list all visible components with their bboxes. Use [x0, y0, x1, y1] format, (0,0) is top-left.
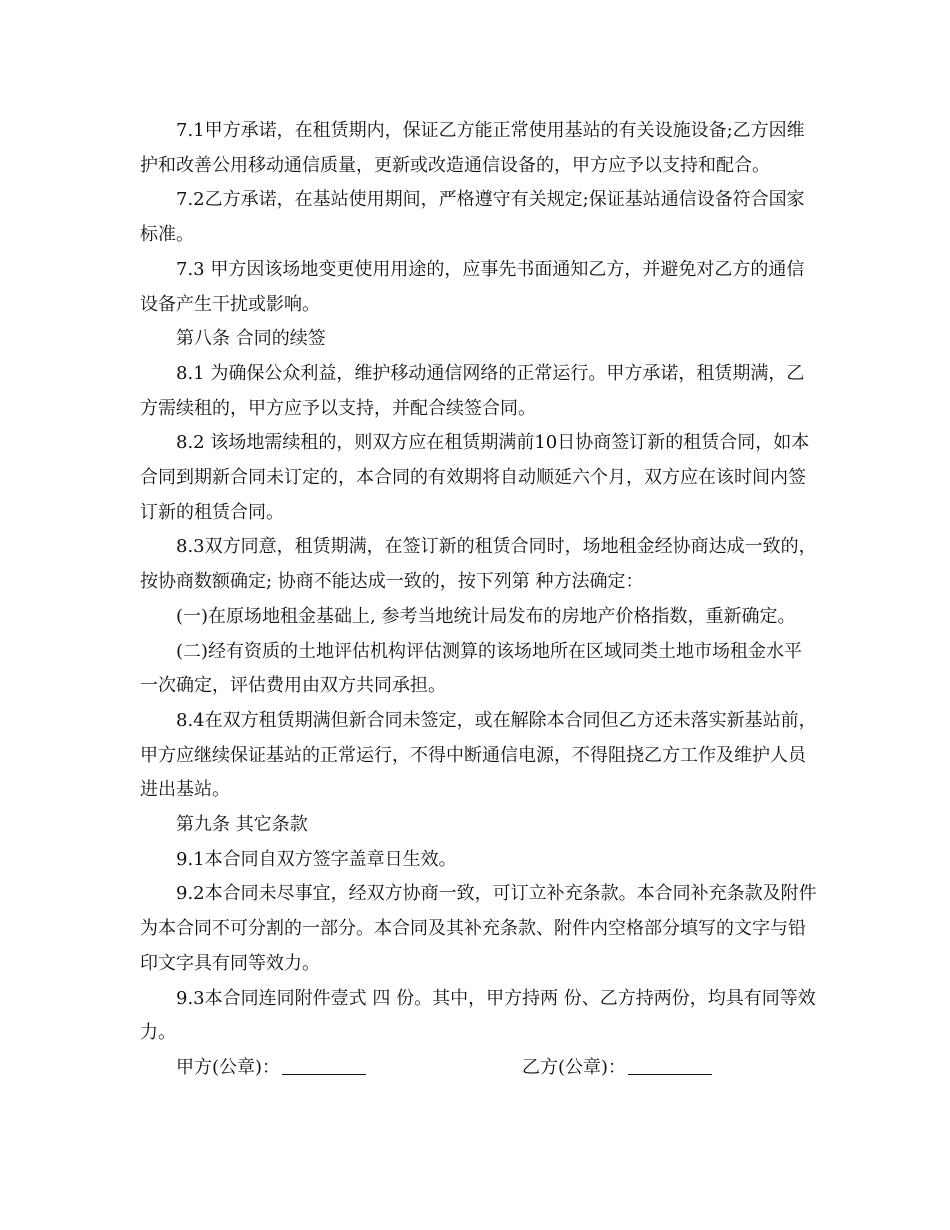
party-b-signature-line[interactable]: [628, 1056, 712, 1075]
clause-8-3-option-1: (一)在原场地租金基础上, 参考当地统计局发布的房地产价格指数，重新确定。: [176, 605, 796, 627]
party-a-signature: [176, 1051, 366, 1086]
clause-8-1: 8.1 为确保公众利益，维护移动通信网络的正常运行。甲方承诺，租赁期满，乙方需续租的，甲方应予以支持，并配合续签合同。: [140, 362, 805, 419]
party-b-label: 乙方(公章)：: [522, 1056, 627, 1078]
clause-7-2: 7.2乙方承诺，在基站使用期间，严格遵守有关规定;保证基站通信设备符合国家标准。: [140, 189, 805, 246]
clause-9-2: 9.2本合同未尽事宜，经双方协商一致，可订立补充条款。本合同补充条款及附件为本合同不可分割的一部分。本合同及其补充条款、附件内空格部分填写的文字与铅印文字具有同等效力。: [140, 883, 817, 974]
clause-7-1: 7.1甲方承诺，在租赁期内，保证乙方能正常使用基站的有关设施设备;乙方因维护和改善公用移动通信质量，更新或改造通信设备的，甲方应予以支持和配合。: [140, 120, 805, 176]
clause-8-2: 8.2 该场地需续租的，则双方应在租赁期满前10日协商签订新的租赁合同，如本合同到期新合同未订定的，本合同的有效期将自动顺延六个月，双方应在该时间内签订新的租赁合同。: [140, 432, 810, 523]
clause-8-3: 8.3双方同意，租赁期满，在签订新的租赁合同时，场地租金经协商达成一致的，按协商数额确定; 协商不能达成一致的，按下列第 种方法确定：: [140, 536, 817, 593]
clause-9-3: 9.3本合同连同附件壹式 四 份。其中，甲方持两 份、乙方持两份，均具有同等效力。: [140, 987, 816, 1044]
article-9-heading: 第九条 其它条款: [176, 814, 308, 836]
clause-8-4: 8.4在双方租赁期满但新合同未签定，或在解除本合同但乙方还未落实新基站前，甲方应继续保证基站的正常运行，不得中断通信电源，不得阻挠乙方工作及维护人员进出基站。: [140, 709, 817, 801]
clause-8-3-option-2: (二)经有资质的土地评估机构评估测算的该场地所在区域同类土地市场租金水平一次确定，评估费用由双方共同承担。: [140, 640, 803, 697]
clause-7-3: 7.3 甲方因该场地变更使用用途的，应事先书面通知乙方，并避免对乙方的通信设备产生干扰或影响。: [140, 258, 805, 315]
contract-body: [140, 114, 820, 1086]
party-b-signature: [522, 1051, 712, 1086]
clause-9-1: 9.1本合同自双方签字盖章日生效。: [176, 848, 457, 870]
signature-row: [140, 1051, 820, 1086]
party-a-signature-line[interactable]: [282, 1056, 366, 1075]
party-a-label: 甲方(公章)：: [176, 1056, 281, 1078]
article-8-heading: 第八条 合同的续签: [176, 328, 326, 350]
